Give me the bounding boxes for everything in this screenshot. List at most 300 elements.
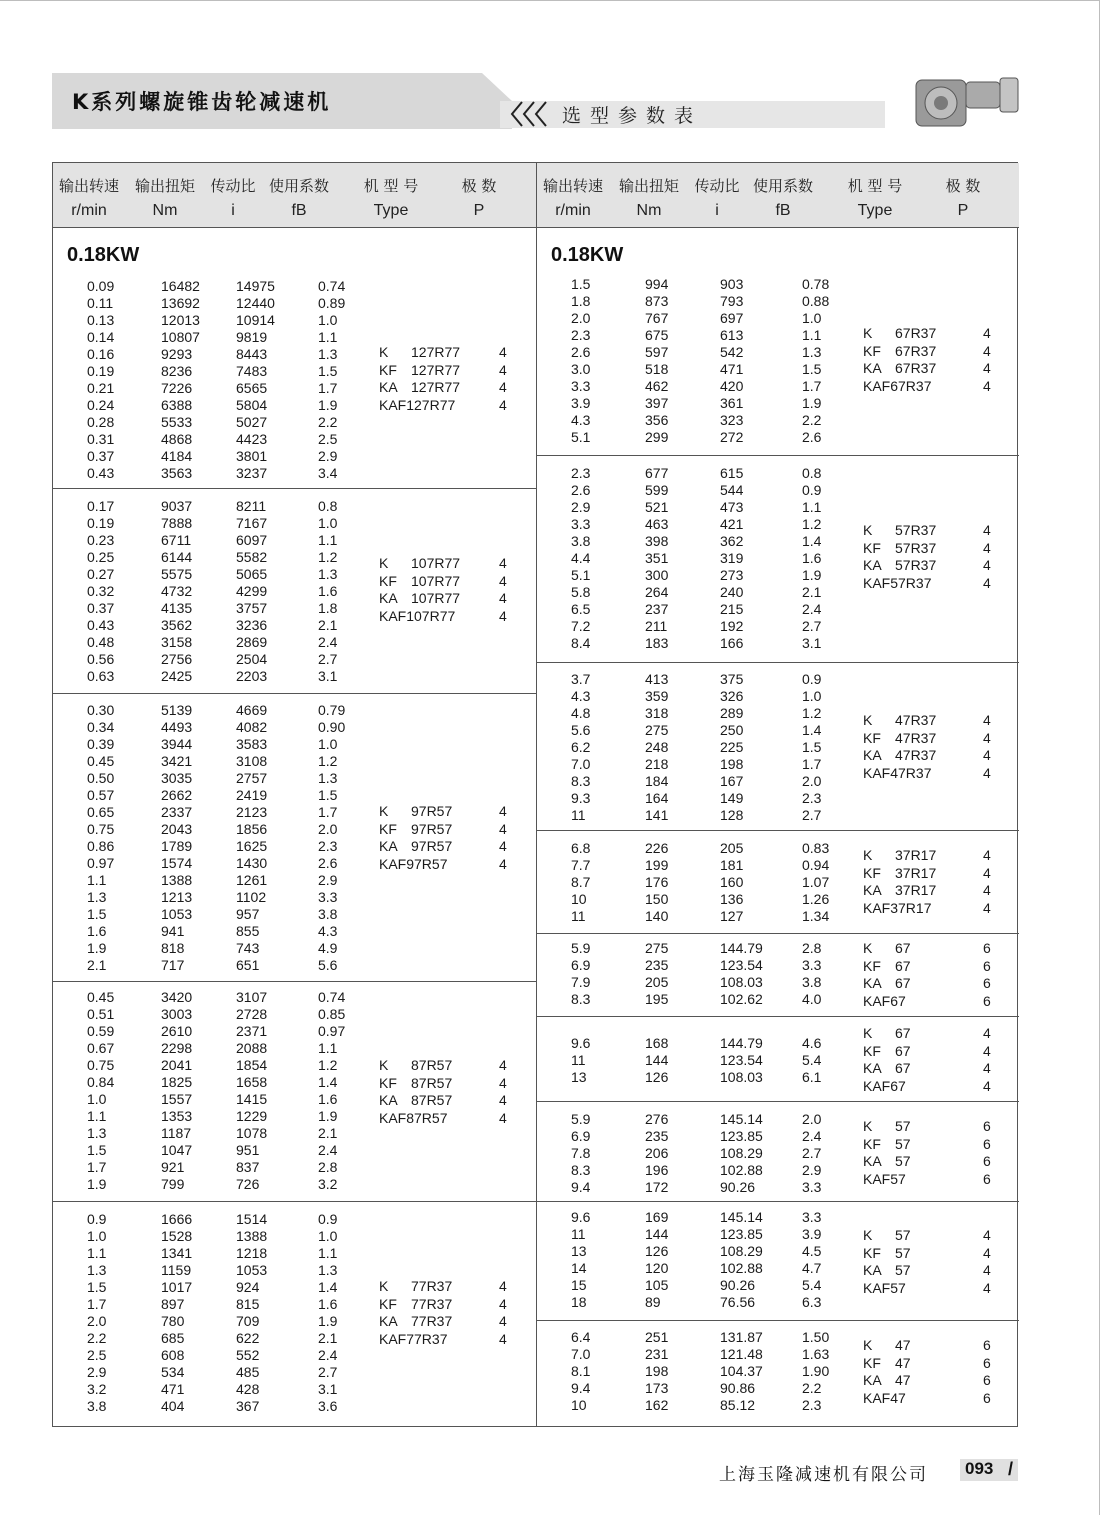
output-speed-cell: 0.9 bbox=[87, 1211, 107, 1227]
pole-count: 4 bbox=[983, 1060, 991, 1077]
output-torque-cell: 359 bbox=[645, 688, 669, 704]
model-prefix: KF bbox=[863, 957, 881, 974]
pole-count: 4 bbox=[499, 1074, 507, 1091]
ratio-cell: 145.14 bbox=[720, 1209, 763, 1225]
output-speed-cell: 0.16 bbox=[87, 346, 115, 362]
model-prefix: KA bbox=[863, 882, 882, 899]
output-speed-cell: 0.23 bbox=[87, 532, 115, 548]
model-size: 57R37 bbox=[895, 522, 937, 538]
output-torque-cell: 196 bbox=[645, 1162, 669, 1178]
output-torque-cell: 1528 bbox=[161, 1228, 193, 1244]
ratio-cell: 697 bbox=[720, 310, 744, 326]
column-header-unit: Nm bbox=[636, 202, 662, 219]
column-header-unit: r/min bbox=[71, 202, 107, 219]
model-prefix: KAF97R57 bbox=[379, 856, 448, 873]
table-row bbox=[53, 1228, 536, 1245]
table-row bbox=[53, 1398, 536, 1415]
output-torque-cell: 3035 bbox=[161, 770, 193, 786]
output-speed-cell: 0.28 bbox=[87, 414, 115, 430]
ratio-cell: 272 bbox=[720, 429, 744, 445]
column-header-unit: Nm bbox=[152, 202, 178, 219]
output-speed-cell: 3.7 bbox=[571, 671, 591, 687]
output-speed-cell: 13 bbox=[571, 1069, 587, 1085]
service-factor-cell: 1.2 bbox=[318, 753, 338, 769]
service-factor-cell: 1.4 bbox=[318, 1279, 338, 1295]
service-factor-cell: 1.6 bbox=[318, 1091, 338, 1107]
service-factor-cell: 2.4 bbox=[318, 634, 338, 650]
output-torque-cell: 351 bbox=[645, 550, 669, 566]
output-torque-cell: 231 bbox=[645, 1346, 669, 1362]
model-entry bbox=[537, 1245, 1020, 1263]
output-speed-cell: 0.30 bbox=[87, 702, 115, 718]
ratio-cell: 108.29 bbox=[720, 1243, 763, 1259]
ratio-cell: 5027 bbox=[236, 414, 268, 430]
ratio-cell: 10914 bbox=[236, 312, 275, 328]
output-speed-cell: 2.3 bbox=[571, 465, 591, 481]
model-entry bbox=[53, 1313, 536, 1331]
model-size: 67 bbox=[895, 975, 911, 992]
output-torque-cell: 275 bbox=[645, 940, 669, 956]
service-factor-cell: 2.9 bbox=[318, 448, 338, 464]
model-entry bbox=[537, 1390, 1020, 1408]
service-factor-cell: 2.3 bbox=[318, 838, 338, 854]
model-size: 97R57 bbox=[411, 820, 453, 837]
output-speed-cell: 0.17 bbox=[87, 498, 115, 514]
model-size: 87R57 bbox=[411, 1057, 453, 1073]
output-speed-cell: 0.45 bbox=[87, 989, 115, 1005]
service-factor-cell: 3.9 bbox=[802, 1226, 822, 1242]
output-torque-cell: 144 bbox=[645, 1052, 669, 1068]
output-speed-cell: 7.2 bbox=[571, 618, 591, 634]
service-factor-cell: 0.79 bbox=[318, 702, 346, 718]
model-prefix: KF bbox=[863, 729, 881, 746]
model-prefix: KAF67 bbox=[863, 1078, 906, 1095]
model-size: 67 bbox=[895, 940, 911, 956]
pole-count: 4 bbox=[499, 590, 507, 607]
ratio-cell: 6097 bbox=[236, 532, 268, 548]
table-row bbox=[537, 601, 1019, 618]
model-prefix: K bbox=[379, 1057, 389, 1073]
table-row bbox=[537, 293, 1019, 310]
ratio-cell: 2504 bbox=[236, 651, 268, 667]
ratio-cell: 192 bbox=[720, 618, 744, 634]
output-speed-cell: 8.3 bbox=[571, 1162, 591, 1178]
ratio-cell: 160 bbox=[720, 874, 744, 890]
ratio-cell: 1078 bbox=[236, 1125, 268, 1141]
service-factor-cell: 1.8 bbox=[318, 600, 338, 616]
model-prefix: KAF107R77 bbox=[379, 608, 456, 625]
table-row bbox=[53, 1176, 536, 1193]
table-row bbox=[53, 278, 536, 295]
model-size: 77R37 bbox=[411, 1295, 453, 1312]
output-torque-cell: 1159 bbox=[161, 1262, 192, 1278]
ratio-cell: 428 bbox=[236, 1381, 260, 1397]
service-factor-cell: 2.7 bbox=[802, 618, 822, 634]
service-factor-cell: 1.1 bbox=[318, 1040, 338, 1056]
output-torque-cell: 404 bbox=[161, 1398, 185, 1414]
service-factor-cell: 0.90 bbox=[318, 719, 346, 735]
model-entry bbox=[537, 940, 1020, 958]
model-size: 77R37 bbox=[411, 1278, 453, 1294]
table-row bbox=[537, 465, 1019, 482]
output-speed-cell: 8.1 bbox=[571, 1363, 591, 1379]
table-row bbox=[53, 989, 536, 1006]
ratio-cell: 815 bbox=[236, 1296, 260, 1312]
chevron-left-icon bbox=[508, 99, 554, 129]
output-speed-cell: 4.4 bbox=[571, 550, 591, 566]
service-factor-cell: 2.4 bbox=[802, 601, 822, 617]
model-entry bbox=[537, 343, 1020, 361]
ratio-cell: 225 bbox=[720, 739, 744, 755]
service-factor-cell: 1.2 bbox=[318, 1057, 338, 1073]
output-speed-cell: 6.4 bbox=[571, 1329, 591, 1345]
pole-count: 4 bbox=[499, 803, 507, 819]
table-row bbox=[53, 1211, 536, 1228]
model-prefix: KF bbox=[379, 820, 397, 837]
ratio-cell: 90.26 bbox=[720, 1179, 756, 1195]
service-factor-cell: 1.4 bbox=[802, 533, 822, 549]
service-factor-cell: 2.0 bbox=[318, 821, 338, 837]
model-size: 57 bbox=[895, 1118, 911, 1134]
output-speed-cell: 0.65 bbox=[87, 804, 115, 820]
output-speed-cell: 7.7 bbox=[571, 857, 591, 873]
output-torque-cell: 2337 bbox=[161, 804, 193, 820]
model-size: 67 bbox=[895, 1060, 911, 1077]
model-entry bbox=[537, 1171, 1020, 1189]
output-torque-cell: 413 bbox=[645, 671, 669, 687]
ratio-cell: 326 bbox=[720, 688, 744, 704]
output-torque-cell: 140 bbox=[645, 908, 669, 924]
output-speed-cell: 0.86 bbox=[87, 838, 115, 854]
output-speed-cell: 9.3 bbox=[571, 790, 591, 806]
ratio-cell: 76.56 bbox=[720, 1294, 756, 1310]
model-size: 37R17 bbox=[895, 882, 937, 899]
service-factor-cell: 2.7 bbox=[802, 1145, 822, 1161]
output-torque-cell: 4868 bbox=[161, 431, 193, 447]
model-size: 127R77 bbox=[411, 379, 461, 396]
pole-count: 6 bbox=[983, 1354, 991, 1371]
service-factor-cell: 1.2 bbox=[802, 705, 822, 721]
table-row bbox=[53, 634, 536, 651]
model-entry bbox=[537, 1118, 1020, 1136]
service-factor-cell: 4.5 bbox=[802, 1243, 822, 1259]
output-torque-cell: 767 bbox=[645, 310, 669, 326]
model-prefix: K bbox=[379, 1278, 389, 1294]
output-speed-cell: 6.8 bbox=[571, 840, 591, 856]
pole-count: 4 bbox=[499, 1110, 507, 1127]
model-prefix: KAF67 bbox=[863, 993, 906, 1010]
service-factor-cell: 2.1 bbox=[802, 584, 822, 600]
ratio-cell: 421 bbox=[720, 516, 744, 532]
model-entry bbox=[537, 575, 1020, 593]
ratio-cell: 3237 bbox=[236, 465, 268, 481]
ratio-cell: 127 bbox=[720, 908, 744, 924]
table-row bbox=[53, 1364, 536, 1381]
model-prefix: KAF47R37 bbox=[863, 765, 932, 782]
table-row bbox=[537, 1209, 1019, 1226]
table-row bbox=[53, 787, 536, 804]
output-speed-cell: 7.9 bbox=[571, 974, 591, 990]
model-prefix: KAF67R37 bbox=[863, 378, 932, 395]
ratio-cell: 2088 bbox=[236, 1040, 268, 1056]
model-entry bbox=[537, 730, 1020, 748]
table-row bbox=[53, 753, 536, 770]
pole-count: 4 bbox=[499, 608, 507, 625]
ratio-cell: 957 bbox=[236, 906, 260, 922]
model-prefix: KA bbox=[863, 557, 882, 574]
model-prefix: KA bbox=[863, 975, 882, 992]
service-factor-cell: 1.9 bbox=[802, 395, 822, 411]
service-factor-cell: 0.9 bbox=[318, 1211, 338, 1227]
ratio-cell: 181 bbox=[720, 857, 744, 873]
output-speed-cell: 3.3 bbox=[571, 378, 591, 394]
ratio-cell: 552 bbox=[236, 1347, 260, 1363]
ratio-cell: 12440 bbox=[236, 295, 275, 311]
column-header bbox=[537, 163, 1019, 228]
output-speed-cell: 7.8 bbox=[571, 1145, 591, 1161]
service-factor-cell: 2.7 bbox=[802, 807, 822, 823]
pole-count: 4 bbox=[983, 847, 991, 863]
table-row bbox=[53, 1040, 536, 1057]
selection-table bbox=[52, 162, 1018, 1427]
output-speed-cell: 11 bbox=[571, 908, 586, 924]
table-row bbox=[537, 790, 1019, 807]
output-speed-cell: 1.9 bbox=[87, 940, 107, 956]
model-entry bbox=[537, 1337, 1020, 1355]
output-speed-cell: 1.5 bbox=[571, 276, 591, 292]
ratio-cell: 319 bbox=[720, 550, 744, 566]
column-header-unit: P bbox=[473, 202, 485, 219]
ratio-cell: 1053 bbox=[236, 1262, 268, 1278]
output-speed-cell: 1.9 bbox=[87, 1176, 107, 1192]
output-torque-cell: 463 bbox=[645, 516, 669, 532]
output-torque-cell: 251 bbox=[645, 1329, 669, 1345]
output-speed-cell: 0.19 bbox=[87, 363, 115, 379]
pole-count: 4 bbox=[983, 729, 991, 746]
model-size: 47 bbox=[895, 1354, 911, 1371]
pole-count: 6 bbox=[983, 957, 991, 974]
pole-count: 4 bbox=[499, 344, 507, 360]
output-torque-cell: 1047 bbox=[161, 1142, 193, 1158]
ratio-cell: 1415 bbox=[236, 1091, 268, 1107]
service-factor-cell: 1.9 bbox=[318, 1313, 338, 1329]
ratio-cell: 837 bbox=[236, 1159, 260, 1175]
service-factor-cell: 1.50 bbox=[802, 1329, 830, 1345]
model-prefix: K bbox=[379, 344, 389, 360]
pole-count: 4 bbox=[499, 555, 507, 571]
output-speed-cell: 8.3 bbox=[571, 991, 591, 1007]
service-factor-cell: 1.1 bbox=[802, 327, 822, 343]
model-prefix: KA bbox=[863, 360, 882, 377]
model-size: 57 bbox=[895, 1135, 911, 1152]
output-speed-cell: 4.8 bbox=[571, 705, 591, 721]
output-torque-cell: 126 bbox=[645, 1069, 669, 1085]
service-factor-cell: 1.5 bbox=[318, 363, 338, 379]
service-factor-cell: 1.6 bbox=[318, 1296, 338, 1312]
service-factor-cell: 2.3 bbox=[802, 790, 822, 806]
ratio-cell: 1430 bbox=[236, 855, 268, 871]
left-half bbox=[53, 163, 536, 1426]
pole-count: 4 bbox=[499, 820, 507, 837]
output-speed-cell: 1.8 bbox=[571, 293, 591, 309]
ratio-cell: 123.85 bbox=[720, 1128, 763, 1144]
table-row bbox=[53, 532, 536, 549]
model-prefix: KF bbox=[379, 572, 397, 589]
output-torque-cell: 5533 bbox=[161, 414, 193, 430]
column-header bbox=[53, 163, 536, 228]
output-speed-cell: 10 bbox=[571, 891, 587, 907]
service-factor-cell: 2.4 bbox=[318, 1142, 338, 1158]
model-size: 67 bbox=[895, 1025, 911, 1041]
service-factor-cell: 0.74 bbox=[318, 278, 346, 294]
model-prefix: KAF127R77 bbox=[379, 397, 456, 414]
output-torque-cell: 397 bbox=[645, 395, 669, 411]
output-speed-cell: 2.9 bbox=[87, 1364, 107, 1380]
model-entry bbox=[537, 958, 1020, 976]
output-speed-cell: 5.9 bbox=[571, 940, 591, 956]
model-size: 67R37 bbox=[895, 342, 937, 359]
model-entry bbox=[53, 1278, 536, 1296]
output-speed-cell: 0.14 bbox=[87, 329, 115, 345]
ratio-cell: 215 bbox=[720, 601, 744, 617]
output-torque-cell: 1825 bbox=[161, 1074, 193, 1090]
ratio-cell: 123.85 bbox=[720, 1226, 763, 1242]
model-prefix: KA bbox=[863, 1060, 882, 1077]
ratio-cell: 5804 bbox=[236, 397, 268, 413]
model-entry bbox=[53, 608, 536, 626]
ratio-cell: 3583 bbox=[236, 736, 268, 752]
model-prefix: KAF57R37 bbox=[863, 575, 932, 592]
pole-count: 4 bbox=[983, 1025, 991, 1041]
service-factor-cell: 2.9 bbox=[318, 872, 338, 888]
model-prefix: KAF37R17 bbox=[863, 900, 932, 917]
model-entry bbox=[53, 1092, 536, 1110]
service-factor-cell: 0.94 bbox=[802, 857, 830, 873]
ratio-cell: 108.03 bbox=[720, 1069, 763, 1085]
footer-company: 上海玉隆减速机有限公司 bbox=[719, 1465, 928, 1485]
service-factor-cell: 0.88 bbox=[802, 293, 830, 309]
output-speed-cell: 0.24 bbox=[87, 397, 115, 413]
column-header-cn: 传动比 bbox=[694, 177, 740, 195]
output-torque-cell: 685 bbox=[161, 1330, 185, 1346]
output-speed-cell: 0.67 bbox=[87, 1040, 115, 1056]
pole-count: 6 bbox=[983, 1372, 991, 1389]
output-speed-cell: 2.2 bbox=[87, 1330, 107, 1346]
output-speed-cell: 1.0 bbox=[87, 1091, 107, 1107]
model-entry bbox=[537, 325, 1020, 343]
ratio-cell: 951 bbox=[236, 1142, 260, 1158]
ratio-cell: 144.79 bbox=[720, 1035, 763, 1051]
model-prefix: KAF57 bbox=[863, 1171, 906, 1188]
model-prefix: K bbox=[863, 1118, 873, 1134]
table-row bbox=[53, 1006, 536, 1023]
pole-count: 4 bbox=[983, 900, 991, 917]
service-factor-cell: 0.8 bbox=[802, 465, 822, 481]
column-header-unit: r/min bbox=[555, 202, 591, 219]
output-speed-cell: 2.3 bbox=[571, 327, 591, 343]
output-torque-cell: 6388 bbox=[161, 397, 193, 413]
model-prefix: KAF57 bbox=[863, 1280, 906, 1297]
pole-count: 4 bbox=[983, 712, 991, 728]
service-factor-cell: 1.9 bbox=[318, 1108, 338, 1124]
model-entry bbox=[537, 522, 1020, 540]
output-torque-cell: 9293 bbox=[161, 346, 193, 362]
table-row bbox=[53, 498, 536, 515]
column-header-unit: i bbox=[231, 202, 235, 219]
pole-count: 4 bbox=[983, 1227, 991, 1243]
service-factor-cell: 1.1 bbox=[802, 499, 822, 515]
output-torque-cell: 12013 bbox=[161, 312, 200, 328]
model-size: 97R57 bbox=[411, 838, 453, 855]
model-size: 57 bbox=[895, 1227, 911, 1243]
model-entry bbox=[537, 1136, 1020, 1154]
model-size: 47 bbox=[895, 1337, 911, 1353]
output-speed-cell: 5.6 bbox=[571, 722, 591, 738]
ratio-cell: 85.12 bbox=[720, 1397, 756, 1413]
output-torque-cell: 6711 bbox=[161, 532, 192, 548]
service-factor-cell: 1.63 bbox=[802, 1346, 830, 1362]
pole-count: 6 bbox=[983, 1390, 991, 1407]
output-torque-cell: 16482 bbox=[161, 278, 200, 294]
output-torque-cell: 183 bbox=[645, 635, 669, 651]
pole-count: 4 bbox=[983, 360, 991, 377]
ratio-cell: 613 bbox=[720, 327, 744, 343]
output-torque-cell: 7226 bbox=[161, 380, 193, 396]
table-row bbox=[53, 702, 536, 719]
column-header-cn: 使用系数 bbox=[268, 177, 329, 195]
ratio-cell: 485 bbox=[236, 1364, 260, 1380]
output-speed-cell: 1.3 bbox=[87, 889, 107, 905]
output-torque-cell: 717 bbox=[161, 957, 185, 973]
output-speed-cell: 9.6 bbox=[571, 1035, 591, 1051]
pole-count: 4 bbox=[499, 361, 507, 378]
output-torque-cell: 226 bbox=[645, 840, 669, 856]
ratio-cell: 323 bbox=[720, 412, 744, 428]
model-entry bbox=[537, 1153, 1020, 1171]
table-row bbox=[53, 1159, 536, 1176]
model-entry bbox=[53, 856, 536, 874]
output-speed-cell: 0.51 bbox=[87, 1006, 115, 1022]
output-speed-cell: 9.6 bbox=[571, 1209, 591, 1225]
output-speed-cell: 6.9 bbox=[571, 957, 591, 973]
output-speed-cell: 3.9 bbox=[571, 395, 591, 411]
output-torque-cell: 173 bbox=[645, 1380, 669, 1396]
output-torque-cell: 141 bbox=[645, 807, 669, 823]
output-torque-cell: 105 bbox=[645, 1277, 669, 1293]
ratio-cell: 90.26 bbox=[720, 1277, 756, 1293]
table-row bbox=[53, 448, 536, 465]
output-torque-cell: 235 bbox=[645, 957, 669, 973]
output-speed-cell: 2.5 bbox=[87, 1347, 107, 1363]
model-size: 47 bbox=[895, 1372, 911, 1389]
model-prefix: KA bbox=[863, 1372, 882, 1389]
output-speed-cell: 9.4 bbox=[571, 1380, 591, 1396]
table-row bbox=[53, 872, 536, 889]
output-torque-cell: 176 bbox=[645, 874, 669, 890]
table-row bbox=[53, 957, 536, 974]
service-factor-cell: 0.89 bbox=[318, 295, 346, 311]
output-torque-cell: 597 bbox=[645, 344, 669, 360]
table-row bbox=[537, 412, 1019, 429]
service-factor-cell: 1.0 bbox=[318, 515, 338, 531]
service-factor-cell: 0.85 bbox=[318, 1006, 346, 1022]
column-header-cn: 机 型 号 bbox=[847, 177, 903, 195]
model-prefix: K bbox=[863, 522, 873, 538]
output-torque-cell: 518 bbox=[645, 361, 669, 377]
column-header-cn: 使用系数 bbox=[752, 177, 813, 195]
pole-count: 4 bbox=[983, 1078, 991, 1095]
model-entry bbox=[537, 1060, 1020, 1078]
